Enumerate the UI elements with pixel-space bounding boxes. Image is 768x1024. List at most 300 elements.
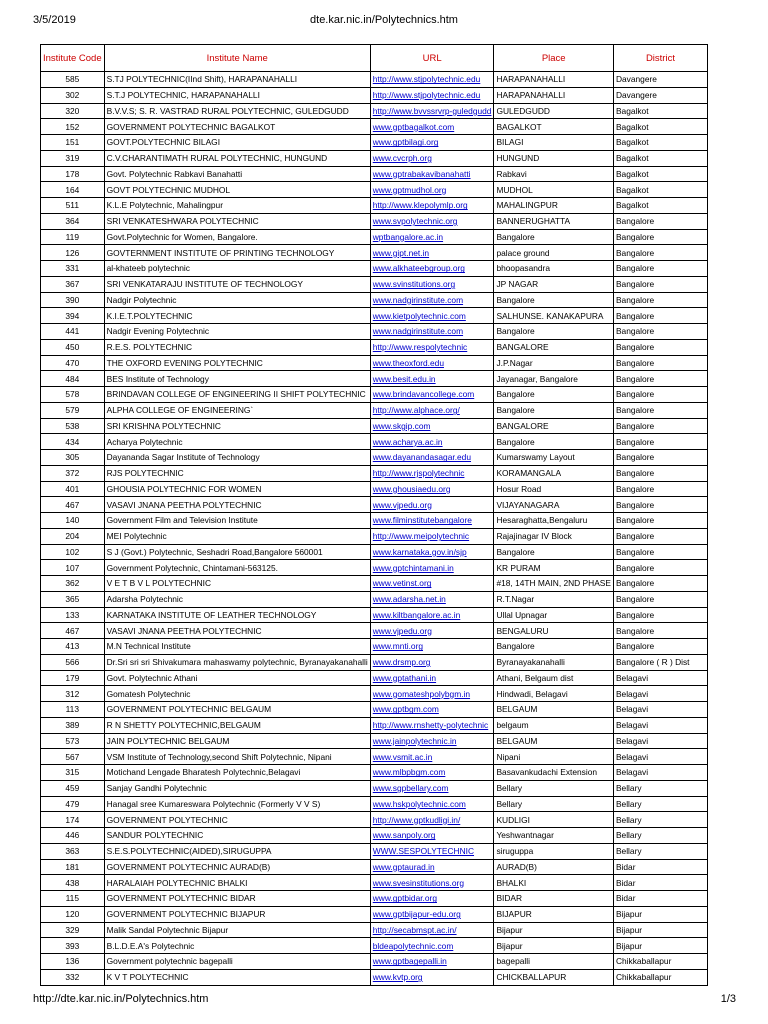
cell-district: Bangalore xyxy=(613,513,707,529)
cell-code: 511 xyxy=(41,198,105,214)
table-row xyxy=(41,765,708,781)
cell-place: HARAPANAHALLI xyxy=(494,72,614,88)
cell-name: K.I.E.T.POLYTECHNIC xyxy=(104,308,370,324)
table-row xyxy=(41,623,708,639)
cell-name: GOVERNMENT POLYTECHNIC BAGALKOT xyxy=(104,119,370,135)
footer-url: http://dte.kar.nic.in/Polytechnics.htm xyxy=(33,993,209,1005)
cell-url[interactable]: www.brindavancollege.com xyxy=(370,387,494,403)
cell-district: Bangalore xyxy=(613,639,707,655)
cell-place: siruguppa xyxy=(494,843,614,859)
cell-url[interactable]: http://www.stjpolytechnic.edu xyxy=(370,72,494,88)
cell-place: Bijapur xyxy=(494,938,614,954)
cell-district: Bagalkot xyxy=(613,166,707,182)
cell-code: 204 xyxy=(41,528,105,544)
cell-district: Bangalore xyxy=(613,528,707,544)
cell-place: BANGALORE xyxy=(494,418,614,434)
cell-place: Bellary xyxy=(494,796,614,812)
cell-place: MUDHOL xyxy=(494,182,614,198)
cell-code: 151 xyxy=(41,135,105,151)
cell-district: Bangalore xyxy=(613,623,707,639)
cell-district: Bellary xyxy=(613,843,707,859)
cell-code: 331 xyxy=(41,261,105,277)
print-date: 3/5/2019 xyxy=(33,14,76,26)
table-row xyxy=(41,607,708,623)
cell-code: 441 xyxy=(41,324,105,340)
cell-url[interactable]: www.svinstitutions.org xyxy=(370,276,494,292)
cell-name: Adarsha Polytechnic xyxy=(104,591,370,607)
table-row xyxy=(41,812,708,828)
cell-code: 538 xyxy=(41,418,105,434)
header-institute-code: Institute Code xyxy=(41,45,105,72)
cell-name: VASAVI JNANA PEETHA POLYTECHNIC xyxy=(104,497,370,513)
cell-place: Bangalore xyxy=(494,402,614,418)
cell-code: 120 xyxy=(41,906,105,922)
cell-name: HARALAIAH POLYTECHNIC BHALKI xyxy=(104,875,370,891)
cell-name: MEI Polytechnic xyxy=(104,528,370,544)
cell-code: 302 xyxy=(41,87,105,103)
cell-place: CHICKBALLAPUR xyxy=(494,969,614,985)
cell-place: belgaum xyxy=(494,717,614,733)
table-row xyxy=(41,497,708,513)
table-row xyxy=(41,749,708,765)
cell-district: Bangalore xyxy=(613,308,707,324)
cell-district: Davangere xyxy=(613,72,707,88)
cell-name: K V T POLYTECHNIC xyxy=(104,969,370,985)
cell-url[interactable]: www.gptbijapur-edu.org xyxy=(370,906,494,922)
cell-place: KUDLIGI xyxy=(494,812,614,828)
cell-name: K.L.E Polytechnic, Mahalingpur xyxy=(104,198,370,214)
cell-place: BELGAUM xyxy=(494,733,614,749)
cell-district: Bangalore xyxy=(613,544,707,560)
cell-code: 367 xyxy=(41,276,105,292)
cell-code: 467 xyxy=(41,623,105,639)
cell-place: Bangalore xyxy=(494,544,614,560)
cell-place: HARAPANAHALLI xyxy=(494,87,614,103)
cell-district: Belagavi xyxy=(613,733,707,749)
table-row xyxy=(41,135,708,151)
cell-district: Belagavi xyxy=(613,749,707,765)
cell-url[interactable]: www.gptbgm.com xyxy=(370,702,494,718)
cell-url[interactable]: www.gptbagalkot.com xyxy=(370,119,494,135)
cell-district: Bangalore ( R ) Dist xyxy=(613,654,707,670)
cell-place: SALHUNSE. KANAKAPURA xyxy=(494,308,614,324)
cell-url[interactable]: www.jainpolytechnic.in xyxy=(370,733,494,749)
cell-code: 312 xyxy=(41,686,105,702)
cell-district: Bagalkot xyxy=(613,135,707,151)
cell-district: Bellary xyxy=(613,828,707,844)
cell-district: Bangalore xyxy=(613,213,707,229)
cell-place: palace ground xyxy=(494,245,614,261)
cell-url[interactable]: http://www.rnshetty-polytechnic xyxy=(370,717,494,733)
table-row xyxy=(41,119,708,135)
cell-place: Kumarswamy Layout xyxy=(494,450,614,466)
table-row xyxy=(41,324,708,340)
table-row xyxy=(41,450,708,466)
cell-place: Bangalore xyxy=(494,434,614,450)
cell-place: BANGALORE xyxy=(494,339,614,355)
cell-name: S J (Govt.) Polytechnic, Seshadri Road,Bangalore 560001 xyxy=(104,544,370,560)
cell-code: 179 xyxy=(41,670,105,686)
cell-url[interactable]: www.gptrabakavibanahatti xyxy=(370,166,494,182)
cell-code: 567 xyxy=(41,749,105,765)
table-row xyxy=(41,308,708,324)
cell-url[interactable]: http://www.klepolymlp.org xyxy=(370,198,494,214)
cell-code: 315 xyxy=(41,765,105,781)
cell-name: SRI VENKATESHWARA POLYTECHNIC xyxy=(104,213,370,229)
cell-url[interactable]: www.cvcrph.org xyxy=(370,150,494,166)
table-row xyxy=(41,717,708,733)
cell-name: Govt.Polytechnic for Women, Bangalore. xyxy=(104,229,370,245)
cell-name: Government Film and Television Institute xyxy=(104,513,370,529)
cell-place: Bellary xyxy=(494,780,614,796)
cell-code: 126 xyxy=(41,245,105,261)
cell-district: Bangalore xyxy=(613,229,707,245)
cell-district: Bidar xyxy=(613,859,707,875)
cell-name: R N SHETTY POLYTECHNIC,BELGAUM xyxy=(104,717,370,733)
table-row xyxy=(41,402,708,418)
cell-name: BES Institute of Technology xyxy=(104,371,370,387)
cell-url[interactable]: www.gipt.net.in xyxy=(370,245,494,261)
cell-place: Basavankudachi Extension xyxy=(494,765,614,781)
cell-url[interactable]: www.filminstitutebangalore xyxy=(370,513,494,529)
cell-url[interactable]: www.theoxford.edu xyxy=(370,355,494,371)
cell-place: #18, 14TH MAIN, 2ND PHASE xyxy=(494,576,614,592)
cell-url[interactable]: www.gomateshpolybgm.in xyxy=(370,686,494,702)
cell-name: SANDUR POLYTECHNIC xyxy=(104,828,370,844)
cell-name: Acharya Polytechnic xyxy=(104,434,370,450)
cell-name: BRINDAVAN COLLEGE OF ENGINEERING II SHIFT POLYTECHNIC xyxy=(104,387,370,403)
cell-place: KR PURAM xyxy=(494,560,614,576)
cell-name: VASAVI JNANA PEETHA POLYTECHNIC xyxy=(104,623,370,639)
table-row xyxy=(41,639,708,655)
cell-url[interactable]: http://www.alphace.org/ xyxy=(370,402,494,418)
cell-district: Belagavi xyxy=(613,702,707,718)
cell-name: GOVERNMENT POLYTECHNIC BIDAR xyxy=(104,891,370,907)
cell-name: Govt. Polytechnic Rabkavi Banahatti xyxy=(104,166,370,182)
cell-district: Bangalore xyxy=(613,465,707,481)
cell-url[interactable]: wptbangalore.ac.in xyxy=(370,229,494,245)
table-row xyxy=(41,150,708,166)
cell-place: Athani, Belgaum dist xyxy=(494,670,614,686)
cell-url[interactable]: www.gptchintamani.in xyxy=(370,560,494,576)
cell-place: Rabkavi xyxy=(494,166,614,182)
cell-url[interactable]: www.vsmit.ac.in xyxy=(370,749,494,765)
table-row xyxy=(41,198,708,214)
cell-code: 365 xyxy=(41,591,105,607)
cell-district: Belagavi xyxy=(613,765,707,781)
cell-district: Bangalore xyxy=(613,324,707,340)
cell-place: Hindwadi, Belagavi xyxy=(494,686,614,702)
cell-name: JAIN POLYTECHNIC BELGAUM xyxy=(104,733,370,749)
cell-district: Chikkaballapur xyxy=(613,954,707,970)
cell-name: S.E.S.POLYTECHNIC(AIDED),SIRUGUPPA xyxy=(104,843,370,859)
header-url: URL xyxy=(370,45,494,72)
table-row xyxy=(41,434,708,450)
cell-district: Bangalore xyxy=(613,292,707,308)
cell-name: R.E.S. POLYTECHNIC xyxy=(104,339,370,355)
cell-district: Belagavi xyxy=(613,670,707,686)
cell-name: S.TJ POLYTECHNIC(IInd Shift), HARAPANAHALLI xyxy=(104,72,370,88)
cell-code: 363 xyxy=(41,843,105,859)
table-row xyxy=(41,702,708,718)
cell-district: Bangalore xyxy=(613,450,707,466)
cell-code: 115 xyxy=(41,891,105,907)
cell-code: 393 xyxy=(41,938,105,954)
cell-url[interactable]: www.kvtp.org xyxy=(370,969,494,985)
cell-url[interactable]: www.vjpedu.org xyxy=(370,497,494,513)
cell-name: Dr.Sri sri sri Shivakumara mahaswamy polytechnic, Byranayakanahalli xyxy=(104,654,370,670)
cell-place: R.T.Nagar xyxy=(494,591,614,607)
table-row xyxy=(41,355,708,371)
cell-url[interactable]: bldeapolytechnic.com xyxy=(370,938,494,954)
polytechnics-table xyxy=(40,44,708,986)
cell-url[interactable]: http://www.bvvssrvrp-guledgudd xyxy=(370,103,494,119)
cell-code: 479 xyxy=(41,796,105,812)
cell-code: 133 xyxy=(41,607,105,623)
cell-district: Bangalore xyxy=(613,418,707,434)
cell-code: 164 xyxy=(41,182,105,198)
cell-name: B.V.V.S; S. R. VASTRAD RURAL POLYTECHNIC, GULEDGUDD xyxy=(104,103,370,119)
table-row xyxy=(41,828,708,844)
cell-district: Bellary xyxy=(613,796,707,812)
cell-url[interactable]: www.skgip.com xyxy=(370,418,494,434)
cell-code: 413 xyxy=(41,639,105,655)
table-row xyxy=(41,938,708,954)
cell-place: AURAD(B) xyxy=(494,859,614,875)
cell-name: B.L.D.E.A's Polytechnic xyxy=(104,938,370,954)
table-row xyxy=(41,891,708,907)
cell-district: Bangalore xyxy=(613,245,707,261)
page-footer xyxy=(0,993,768,1007)
cell-url[interactable]: www.svesinstitutions.org xyxy=(370,875,494,891)
table-row xyxy=(41,954,708,970)
cell-district: Bangalore xyxy=(613,276,707,292)
table-row xyxy=(41,544,708,560)
cell-code: 107 xyxy=(41,560,105,576)
cell-url[interactable]: www.kietpolytechnic.com xyxy=(370,308,494,324)
cell-code: 585 xyxy=(41,72,105,88)
cell-url[interactable]: www.acharya.ac.in xyxy=(370,434,494,450)
cell-code: 578 xyxy=(41,387,105,403)
cell-place: BIDAR xyxy=(494,891,614,907)
cell-code: 470 xyxy=(41,355,105,371)
table-row xyxy=(41,87,708,103)
header-district: District xyxy=(613,45,707,72)
cell-code: 467 xyxy=(41,497,105,513)
cell-name: KARNATAKA INSTITUTE OF LEATHER TECHNOLOGY xyxy=(104,607,370,623)
cell-district: Bagalkot xyxy=(613,119,707,135)
cell-district: Chikkaballapur xyxy=(613,969,707,985)
cell-url[interactable]: www.kiltbangalore.ac.in xyxy=(370,607,494,623)
cell-code: 573 xyxy=(41,733,105,749)
cell-place: BILAGI xyxy=(494,135,614,151)
table-row xyxy=(41,371,708,387)
table-row xyxy=(41,528,708,544)
cell-url[interactable]: http://www.respolytechnic xyxy=(370,339,494,355)
cell-url[interactable]: www.sanpoly.org xyxy=(370,828,494,844)
cell-url[interactable]: www.gptbilagi.org xyxy=(370,135,494,151)
cell-place: JP NAGAR xyxy=(494,276,614,292)
table-row xyxy=(41,922,708,938)
cell-code: 305 xyxy=(41,450,105,466)
cell-district: Bijapur xyxy=(613,938,707,954)
cell-url[interactable]: http://www.stjpolytechnic.edu xyxy=(370,87,494,103)
cell-district: Bangalore xyxy=(613,560,707,576)
cell-place: Jayanagar, Bangalore xyxy=(494,371,614,387)
cell-name: GHOUSIA POLYTECHNIC FOR WOMEN xyxy=(104,481,370,497)
table-row xyxy=(41,213,708,229)
cell-url[interactable]: http://secabmspt.ac.in/ xyxy=(370,922,494,938)
cell-name: GOVERNMENT POLYTECHNIC xyxy=(104,812,370,828)
cell-name: Nadgir Evening Polytechnic xyxy=(104,324,370,340)
cell-name: Hanagal sree Kumareswara Polytechnic (Formerly V V S) xyxy=(104,796,370,812)
cell-code: 434 xyxy=(41,434,105,450)
cell-url[interactable]: www.gptbagepalli.in xyxy=(370,954,494,970)
cell-district: Bagalkot xyxy=(613,150,707,166)
cell-name: THE OXFORD EVENING POLYTECHNIC xyxy=(104,355,370,371)
cell-url[interactable]: www.svpolytechnic.org xyxy=(370,213,494,229)
cell-name: GOVERNMENT POLYTECHNIC BELGAUM xyxy=(104,702,370,718)
table-header-row xyxy=(41,45,708,72)
cell-code: 362 xyxy=(41,576,105,592)
cell-name: ALPHA COLLEGE OF ENGINEERING` xyxy=(104,402,370,418)
table-row xyxy=(41,387,708,403)
cell-code: 320 xyxy=(41,103,105,119)
cell-name: Gomatesh Polytechnic xyxy=(104,686,370,702)
table-row xyxy=(41,560,708,576)
page-title: dte.kar.nic.in/Polytechnics.htm xyxy=(310,14,458,26)
cell-place: Bangalore xyxy=(494,324,614,340)
cell-url[interactable]: www.vetinst.org xyxy=(370,576,494,592)
cell-url[interactable]: www.hskpolytechnic.com xyxy=(370,796,494,812)
cell-code: 140 xyxy=(41,513,105,529)
cell-code: 152 xyxy=(41,119,105,135)
table-row xyxy=(41,670,708,686)
cell-name: Sanjay Gandhi Polytechnic xyxy=(104,780,370,796)
cell-code: 389 xyxy=(41,717,105,733)
table-row xyxy=(41,906,708,922)
cell-code: 136 xyxy=(41,954,105,970)
cell-url[interactable]: http://www.gptkudligi.in/ xyxy=(370,812,494,828)
cell-name: SRI VENKATARAJU INSTITUTE OF TECHNOLOGY xyxy=(104,276,370,292)
table-row xyxy=(41,418,708,434)
table-row xyxy=(41,292,708,308)
cell-url[interactable]: www.adarsha.net.in xyxy=(370,591,494,607)
cell-name: V E T B V L POLYTECHNIC xyxy=(104,576,370,592)
cell-url[interactable]: www.karnataka.gov.in/sjp xyxy=(370,544,494,560)
cell-code: 394 xyxy=(41,308,105,324)
cell-place: BHALKI xyxy=(494,875,614,891)
cell-code: 319 xyxy=(41,150,105,166)
cell-place: BAGALKOT xyxy=(494,119,614,135)
cell-code: 401 xyxy=(41,481,105,497)
cell-place: Bangalore xyxy=(494,387,614,403)
cell-url[interactable]: www.besit.edu.in xyxy=(370,371,494,387)
cell-url[interactable]: www.vjpedu.org xyxy=(370,623,494,639)
cell-url[interactable]: www.alkhateebgroup.org xyxy=(370,261,494,277)
cell-place: J.P.Nagar xyxy=(494,355,614,371)
cell-code: 484 xyxy=(41,371,105,387)
cell-url[interactable]: www.gptmudhol.org xyxy=(370,182,494,198)
table-body xyxy=(41,72,708,986)
cell-code: 438 xyxy=(41,875,105,891)
cell-place: Hosur Road xyxy=(494,481,614,497)
cell-url[interactable]: http://www.meipolytechnic xyxy=(370,528,494,544)
table-row xyxy=(41,245,708,261)
cell-district: Bagalkot xyxy=(613,198,707,214)
cell-url[interactable]: www.mnti.org xyxy=(370,639,494,655)
cell-place: BENGALURU xyxy=(494,623,614,639)
cell-url[interactable]: www.dayanandasagar.edu xyxy=(370,450,494,466)
cell-name: Government Polytechnic, Chintamani-563125. xyxy=(104,560,370,576)
cell-code: 579 xyxy=(41,402,105,418)
cell-code: 390 xyxy=(41,292,105,308)
cell-url[interactable]: www.gptaurad.in xyxy=(370,859,494,875)
cell-url[interactable]: www.nadgirinstitute.com xyxy=(370,324,494,340)
cell-place: HUNGUND xyxy=(494,150,614,166)
cell-name: GOVERNMENT POLYTECHNIC AURAD(B) xyxy=(104,859,370,875)
cell-url[interactable]: www.mlbpbgm.com xyxy=(370,765,494,781)
cell-place: Ullal Upnagar xyxy=(494,607,614,623)
cell-place: Nipani xyxy=(494,749,614,765)
cell-name: RJS POLYTECHNIC xyxy=(104,465,370,481)
table-row xyxy=(41,481,708,497)
cell-url[interactable]: www.nadgirinstitute.com xyxy=(370,292,494,308)
cell-place: Bijapur xyxy=(494,922,614,938)
cell-name: Govt. Polytechnic Athani xyxy=(104,670,370,686)
cell-district: Bijapur xyxy=(613,922,707,938)
cell-place: Bangalore xyxy=(494,292,614,308)
cell-name: Nadgir Polytechnic xyxy=(104,292,370,308)
cell-name: GOVT POLYTECHNIC MUDHOL xyxy=(104,182,370,198)
cell-place: Bangalore xyxy=(494,229,614,245)
table-row xyxy=(41,339,708,355)
cell-code: 566 xyxy=(41,654,105,670)
table-row xyxy=(41,261,708,277)
cell-url[interactable]: WWW.SESPOLYTECHNIC xyxy=(370,843,494,859)
table-row xyxy=(41,576,708,592)
cell-district: Bangalore xyxy=(613,576,707,592)
cell-url[interactable]: www.gptbidar.org xyxy=(370,891,494,907)
cell-district: Bangalore xyxy=(613,371,707,387)
table-row xyxy=(41,843,708,859)
cell-place: Bangalore xyxy=(494,639,614,655)
cell-district: Belagavi xyxy=(613,686,707,702)
cell-code: 372 xyxy=(41,465,105,481)
cell-url[interactable]: www.gptathani.in xyxy=(370,670,494,686)
cell-url[interactable]: www.sgpbellary.com xyxy=(370,780,494,796)
table-row xyxy=(41,513,708,529)
header-place: Place xyxy=(494,45,614,72)
table-row xyxy=(41,103,708,119)
cell-place: bagepalli xyxy=(494,954,614,970)
cell-url[interactable]: www.ghousiaedu.org xyxy=(370,481,494,497)
table-row xyxy=(41,969,708,985)
cell-district: Bagalkot xyxy=(613,103,707,119)
table-row xyxy=(41,465,708,481)
cell-district: Bangalore xyxy=(613,434,707,450)
cell-url[interactable]: http://www.rjspolytechnic xyxy=(370,465,494,481)
cell-code: 459 xyxy=(41,780,105,796)
cell-url[interactable]: www.drsmp.org xyxy=(370,654,494,670)
cell-place: Hesaraghatta,Bengaluru xyxy=(494,513,614,529)
cell-place: MAHALINGPUR xyxy=(494,198,614,214)
cell-name: C.V.CHARANTIMATH RURAL POLYTECHNIC, HUNGUND xyxy=(104,150,370,166)
cell-district: Bijapur xyxy=(613,906,707,922)
cell-place: BELGAUM xyxy=(494,702,614,718)
cell-code: 178 xyxy=(41,166,105,182)
cell-district: Bangalore xyxy=(613,402,707,418)
